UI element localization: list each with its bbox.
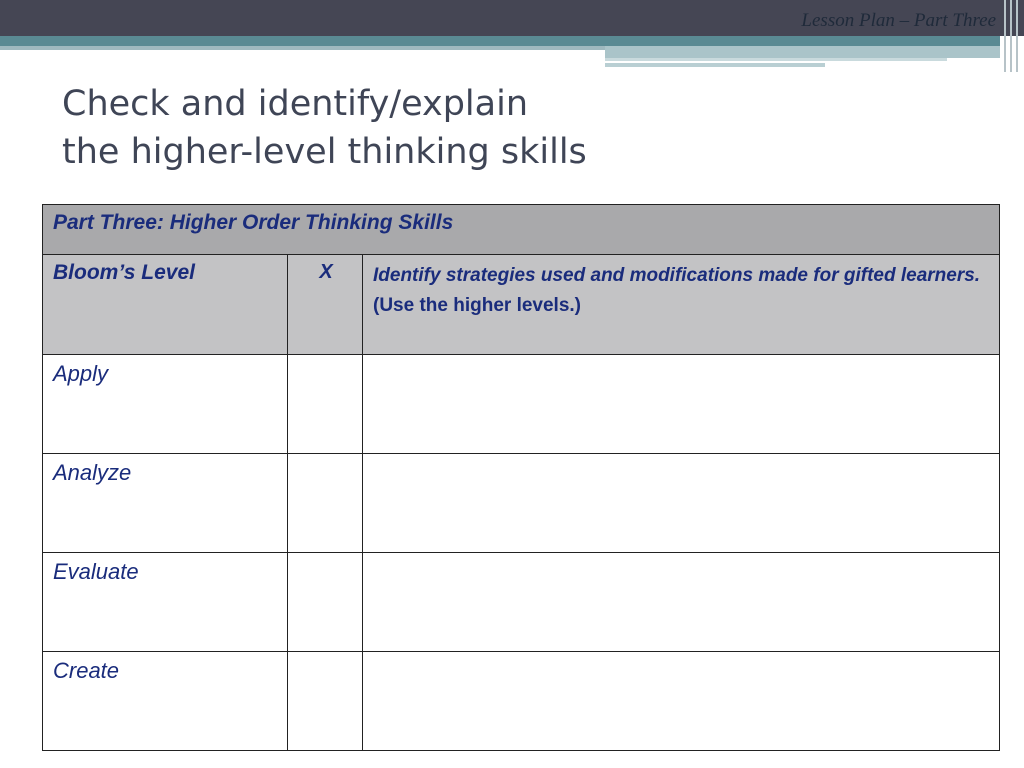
thinking-skills-table bbox=[42, 204, 1000, 751]
section-label: Lesson Plan – Part Three bbox=[801, 10, 996, 31]
slide-title bbox=[62, 80, 587, 176]
accent-stripe-right-short bbox=[605, 63, 825, 67]
check-cell[interactable] bbox=[288, 355, 363, 454]
accent-stripe-thin bbox=[0, 46, 605, 50]
description-note: (Use the higher levels.) bbox=[373, 295, 582, 316]
decorative-vertical-line bbox=[1004, 0, 1006, 72]
table-title-row bbox=[43, 205, 1000, 255]
column-header-description bbox=[363, 255, 1000, 355]
table-row-analyze bbox=[43, 454, 1000, 553]
slide-title-line-1: Check and identify/explain bbox=[62, 84, 529, 124]
table-row-apply bbox=[43, 355, 1000, 454]
table-row-evaluate bbox=[43, 553, 1000, 652]
decorative-vertical-line bbox=[1010, 0, 1012, 72]
level-cell: Evaluate bbox=[43, 553, 288, 652]
column-header-level: Bloom’s Level bbox=[43, 255, 288, 355]
table-title: Part Three: Higher Order Thinking Skills bbox=[43, 205, 1000, 255]
accent-stripe-right-thin bbox=[605, 58, 947, 61]
accent-stripe bbox=[0, 36, 1000, 46]
decorative-vertical-line bbox=[1016, 0, 1018, 72]
accent-stripe-right bbox=[605, 46, 1000, 58]
check-cell[interactable] bbox=[288, 454, 363, 553]
level-cell: Apply bbox=[43, 355, 288, 454]
check-cell[interactable] bbox=[288, 652, 363, 751]
notes-cell[interactable] bbox=[363, 553, 1000, 652]
description-italic: Identify strategies used and modifications made for gifted learners. bbox=[373, 265, 981, 286]
notes-cell[interactable] bbox=[363, 454, 1000, 553]
level-cell: Analyze bbox=[43, 454, 288, 553]
column-header-check: X bbox=[288, 255, 363, 355]
level-cell: Create bbox=[43, 652, 288, 751]
table-header-row bbox=[43, 255, 1000, 355]
slide-title-line-2: the higher-level thinking skills bbox=[62, 132, 587, 172]
table-row-create bbox=[43, 652, 1000, 751]
notes-cell[interactable] bbox=[363, 355, 1000, 454]
check-cell[interactable] bbox=[288, 553, 363, 652]
notes-cell[interactable] bbox=[363, 652, 1000, 751]
